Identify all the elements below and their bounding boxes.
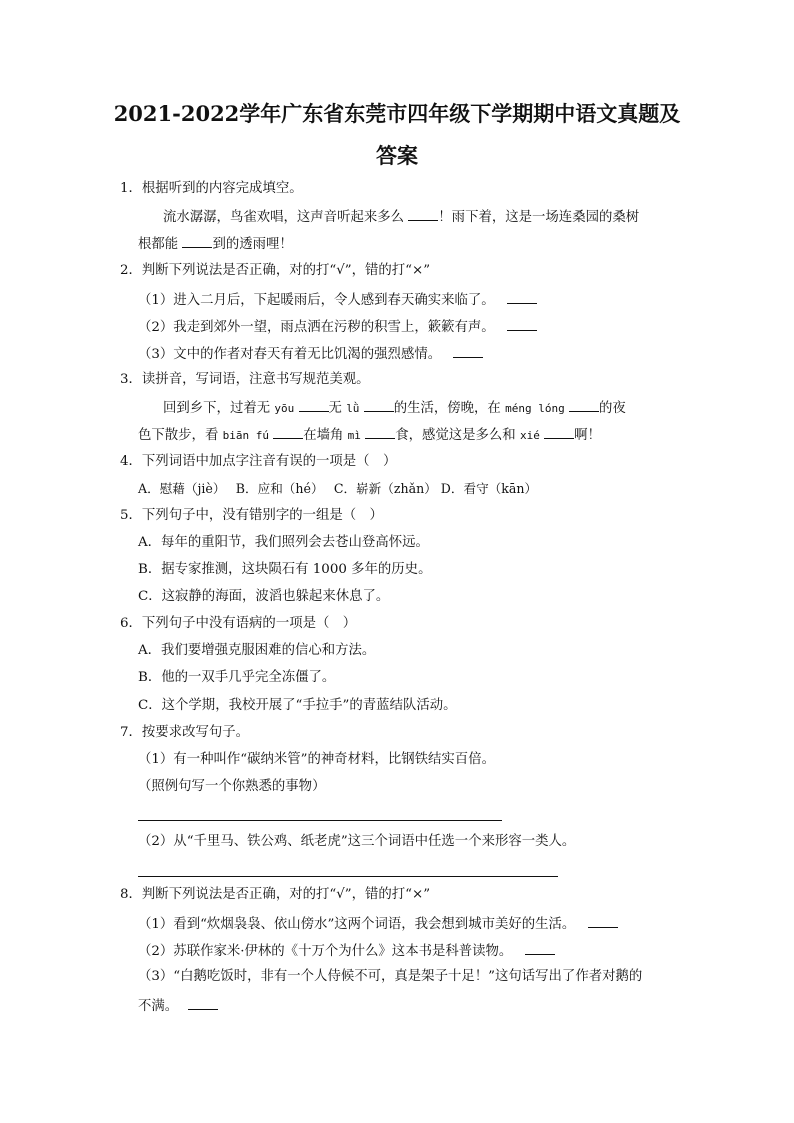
- q2-item-2-text: （2）我走到郊外一望，雨点洒在污秽的积雪上，簌簌有声。: [138, 320, 495, 335]
- q3-text-5: 色下散步，看: [138, 428, 219, 443]
- q3-pinyin-3: méng lóng: [505, 402, 565, 415]
- q3-blank-3[interactable]: [569, 398, 599, 412]
- q7-item-1-note: （照例句写一个你熟悉的事物）: [138, 779, 326, 794]
- q8-item-3-blank[interactable]: [188, 996, 218, 1010]
- q8-item-3-line-2: [138, 996, 218, 1016]
- q2-stem: 2．判断下列说法是否正确，对的打“√”，错的打“×”: [120, 263, 431, 278]
- q3-text-1: 回到乡下，过着无: [163, 401, 271, 416]
- q3-pinyin-6: xié: [519, 429, 540, 442]
- q8-item-1: [138, 914, 618, 934]
- q1-blank-2[interactable]: [182, 234, 212, 248]
- q1-text-c: 根都能: [138, 237, 179, 252]
- q7-answer-line-1[interactable]: [138, 820, 502, 821]
- q7-item-2: （2）从“千里马、铁公鸡、纸老虎”这三个词语中任选一个来形容一类人。: [138, 834, 576, 849]
- q2-item-1-text: （1）进入二月后，下起暖雨后，令人感到春天确实来临了。: [138, 293, 495, 308]
- q4-stem: 4．下列词语中加点字注音有误的一项是（ ）: [120, 454, 397, 469]
- q3-pinyin-1: yōu: [274, 402, 295, 415]
- q3-text-6: 在墙角: [303, 428, 344, 443]
- q5-option-b: B．据专家推测，这块陨石有 1000 多年的历史。: [138, 562, 432, 577]
- q3-blank-1[interactable]: [299, 398, 329, 412]
- q1-blank-1[interactable]: [408, 207, 438, 221]
- q1-text-d: 到的透雨哩！: [212, 237, 293, 252]
- q2-item-1-blank[interactable]: [507, 290, 537, 304]
- q8-item-2-blank[interactable]: [525, 941, 555, 955]
- q5-stem: 5．下列句子中，没有错别字的一组是（ ）: [120, 508, 383, 523]
- q1-text-a: 流水潺潺，鸟雀欢唱，这声音听起来多么: [163, 210, 405, 225]
- q8-item-1-text: （1）看到“炊烟袅袅、依山傍水”这两个词语，我会想到城市美好的生活。: [138, 917, 576, 932]
- q2-item-2-blank[interactable]: [507, 317, 537, 331]
- q8-item-3-text: 不满。: [138, 999, 179, 1014]
- q3-text-7: 食，感觉这是多么和: [395, 428, 516, 443]
- q7-item-1: （1）有一种叫作“碳纳米管”的神奇材料，比钢铁结实百倍。: [138, 752, 495, 767]
- q2-item-1: [138, 290, 537, 310]
- q7-stem: 7．按要求改写句子。: [120, 725, 250, 740]
- q3-text-8: 啊！: [574, 428, 601, 443]
- q8-item-3-line-1: （3）“白鹅吃饭时，非有一个人侍候不可，真是架子十足！”这句话写出了作者对鹅的: [138, 969, 643, 984]
- q3-passage-line-1: [163, 398, 626, 418]
- q6-stem: 6．下列句子中没有语病的一项是（ ）: [120, 616, 357, 631]
- q6-option-a: A．我们要增强克服困难的信心和方法。: [138, 643, 376, 658]
- q3-blank-2[interactable]: [364, 398, 394, 412]
- q1-passage-line-2: [138, 234, 293, 254]
- q2-item-3-blank[interactable]: [453, 344, 483, 358]
- q1-passage-line-1: [163, 207, 639, 227]
- q3-text-2: 无: [328, 401, 342, 416]
- q3-stem: 3．读拼音，写词语，注意书写规范美观。: [120, 372, 370, 387]
- q8-item-1-blank[interactable]: [588, 914, 618, 928]
- q3-pinyin-4: biān fú: [222, 429, 269, 442]
- q1-text-b: ！雨下着，这是一场连桑园的桑树: [438, 210, 640, 225]
- q8-stem: 8．判断下列说法是否正确，对的打“√”，错的打“×”: [120, 887, 431, 902]
- q6-option-b: B．他的一双手几乎完全冻僵了。: [138, 670, 336, 685]
- q8-item-2: [138, 941, 555, 961]
- q8-item-2-text: （2）苏联作家米·伊林的《十万个为什么》这本书是科普读物。: [138, 944, 513, 959]
- q2-item-2: [138, 317, 537, 337]
- q5-option-a: A．每年的重阳节，我们照列会去苍山登高怀远。: [138, 535, 429, 550]
- q2-item-3: [138, 344, 483, 364]
- q3-blank-6[interactable]: [544, 425, 574, 439]
- q5-option-c: C．这寂静的海面，波滔也躲起来休息了。: [138, 589, 390, 604]
- q2-item-3-text: （3）文中的作者对春天有着无比饥渴的强烈感情。: [138, 347, 442, 362]
- document-title-line-2: 答案: [376, 143, 418, 168]
- q3-pinyin-5: mì: [347, 429, 361, 442]
- q6-option-c: C．这个学期，我校开展了“手拉手”的青蓝结队活动。: [138, 698, 457, 713]
- q3-pinyin-2: lǜ: [346, 402, 360, 415]
- q3-text-3: 的生活，傍晚，在: [393, 401, 501, 416]
- q3-passage-line-2: [138, 425, 601, 445]
- q1-stem: 1．根据听到的内容完成填空。: [120, 181, 303, 196]
- q3-blank-5[interactable]: [365, 425, 395, 439]
- document-title-line-1: 2021-2022学年广东省东莞市四年级下学期期中语文真题及: [113, 101, 681, 126]
- q3-blank-4[interactable]: [273, 425, 303, 439]
- q4-options: A．慰藉（jiè） B．应和（hé） C．崭新（zhǎn） D．看守（kān）: [138, 481, 538, 496]
- q7-answer-line-2[interactable]: [138, 876, 558, 877]
- q3-text-4: 的夜: [598, 401, 626, 416]
